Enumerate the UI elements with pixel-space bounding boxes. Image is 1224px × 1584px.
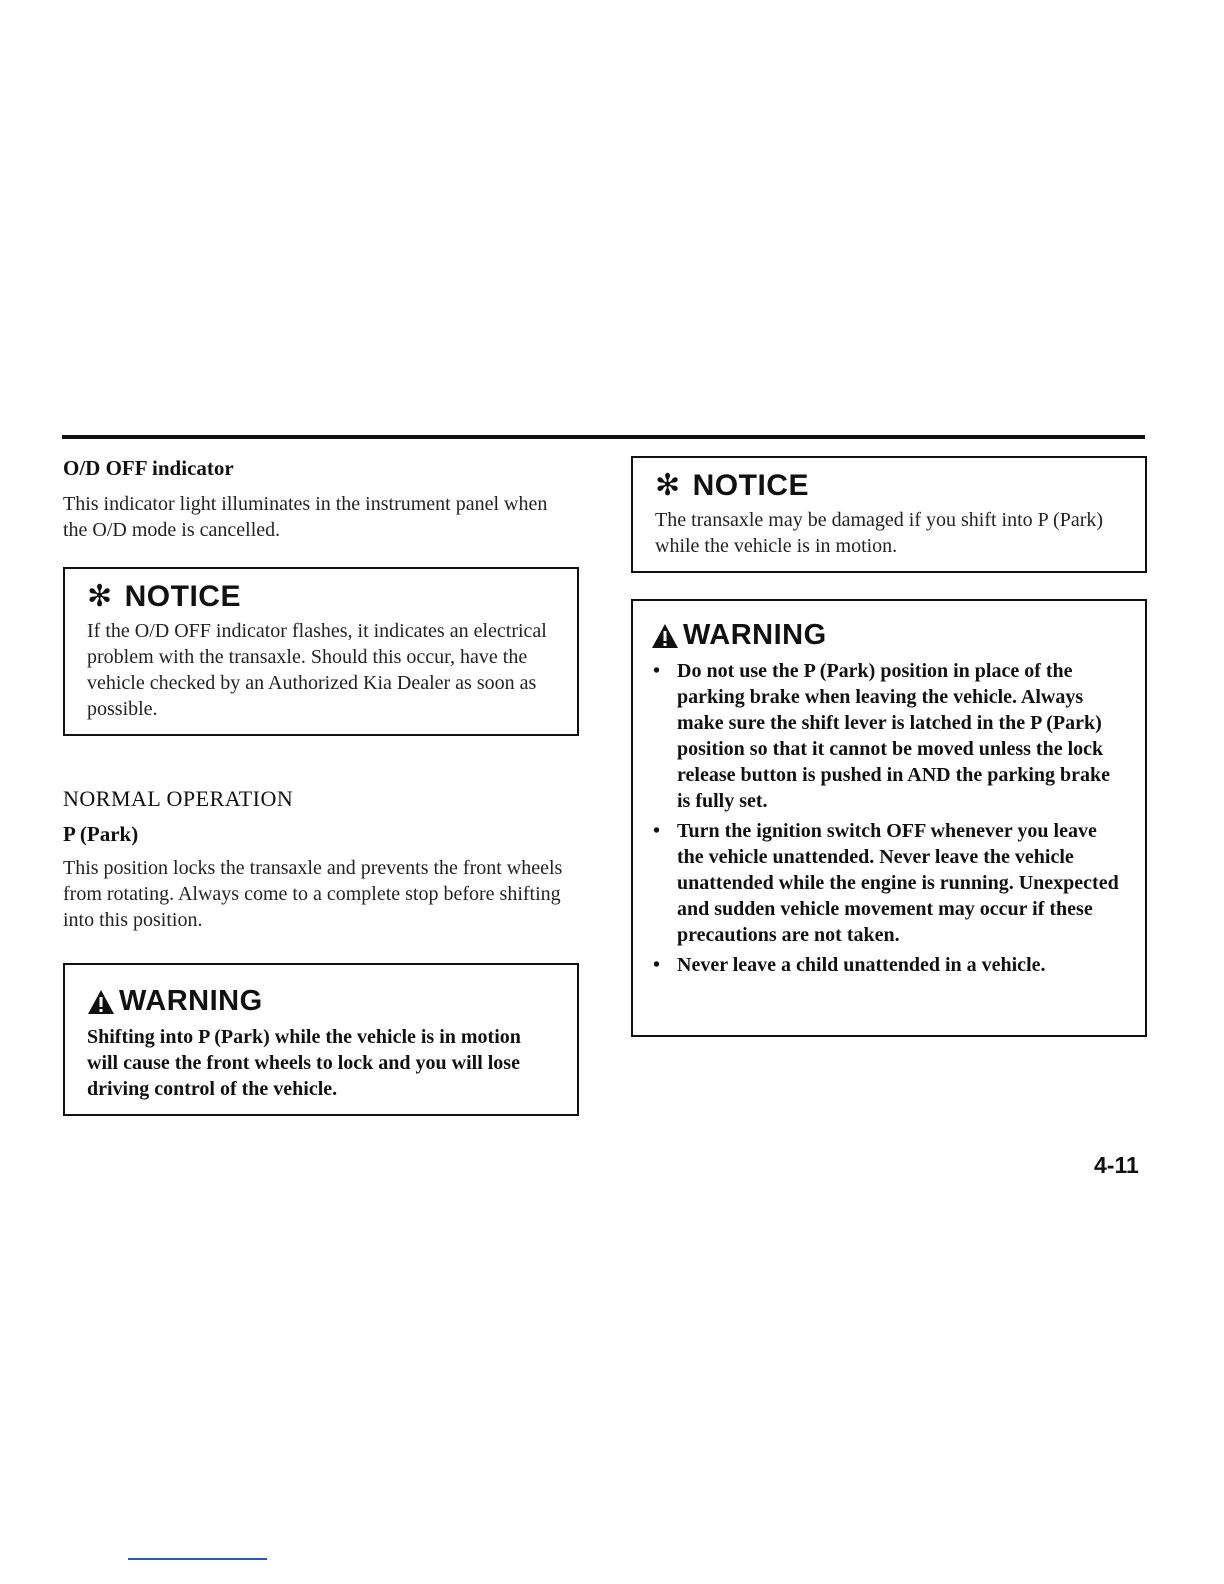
page-number: 4-11 — [1094, 1152, 1139, 1178]
warning-bullet-list — [651, 658, 1127, 978]
warning-label: WARNING — [683, 619, 827, 651]
notice-title — [87, 579, 555, 614]
notice-box-left — [63, 567, 579, 736]
header-rule — [62, 435, 1145, 439]
warning-title — [651, 619, 1127, 652]
list-item — [651, 818, 1127, 948]
warning-text: Shifting into P (Park) while the vehicle is in motion will cause the front wheels to lock and you will lose driving control of the vehicle. — [87, 1026, 521, 1100]
od-off-heading: O/D OFF indicator — [63, 456, 234, 480]
notice-box-right — [631, 456, 1147, 573]
notice-star-icon: ✻ — [87, 580, 113, 613]
warning-title — [87, 985, 555, 1018]
notice-label: NOTICE — [692, 468, 809, 502]
warning-box-left — [63, 963, 579, 1116]
right-column — [631, 456, 1147, 1037]
bullet-text: Turn the ignition switch OFF whenever you leave the vehicle unattended. Never leave the vehicle unattended while the engine is running. Unexpected and sudden vehicle movement may occur if these precautions are not taken. — [677, 820, 1119, 946]
section-title: NORMAL OPERATION — [63, 786, 294, 811]
warning-triangle-icon — [87, 989, 115, 1015]
warning-label: WARNING — [119, 985, 263, 1017]
bullet-icon: • — [653, 660, 661, 682]
warning-box-right — [631, 599, 1147, 1037]
list-item — [651, 658, 1127, 814]
od-off-text: This indicator light illuminates in the instrument panel when the O/D mode is cancelled. — [63, 493, 548, 541]
left-column — [63, 456, 583, 1116]
park-title: P (Park) — [63, 822, 139, 846]
notice-star-icon: ✻ — [655, 469, 681, 502]
bullet-icon: • — [653, 820, 661, 842]
notice-text: If the O/D OFF indicator flashes, it indicates an electrical problem with the transaxle. Should this occur, have the vehicle checked by an Authorized Kia Dealer as soon as possible. — [87, 620, 547, 720]
park-text: This position locks the transaxle and prevents the front wheels from rotating. Always come to a complete stop before shifting into this position. — [63, 857, 563, 931]
notice-label: NOTICE — [124, 579, 241, 613]
bullet-text: Never leave a child unattended in a vehicle. — [677, 954, 1046, 976]
notice-text: The transaxle may be damaged if you shift into P (Park) while the vehicle is in motion. — [655, 509, 1104, 557]
bullet-text: Do not use the P (Park) position in place of the parking brake when leaving the vehicle. Always make sure the shift lever is latched in the P (Park) position so that it cannot be moved unless the lock release button is pushed in AND the parking brake is fully set. — [677, 660, 1111, 812]
notice-title — [655, 468, 1123, 503]
bullet-icon: • — [653, 954, 661, 976]
list-item — [651, 952, 1127, 978]
warning-triangle-icon — [651, 623, 679, 649]
link-underline — [128, 1558, 267, 1560]
